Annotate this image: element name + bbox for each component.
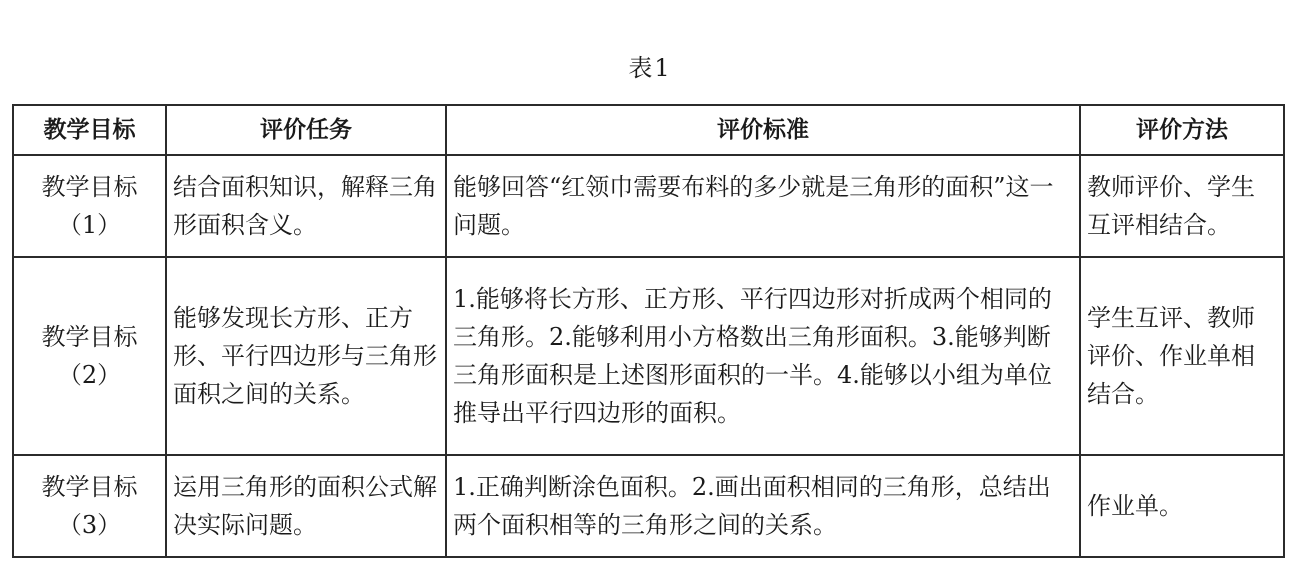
evaluation-table <box>12 104 1285 558</box>
header-evaluation-task: 评价任务 <box>166 105 446 155</box>
table-caption: 表1 <box>628 54 672 82</box>
table-header-row <box>13 105 1284 155</box>
standard-cell: 能够回答“红领巾需要布料的多少就是三角形的面积”这一问题。 <box>446 155 1080 257</box>
standard-cell: 1.正确判断涂色面积。2.画出面积相同的三角形，总结出两个面积相等的三角形之间的关系。 <box>446 455 1080 557</box>
goal-number: （2） <box>57 361 122 389</box>
table-row <box>13 155 1284 257</box>
table-row <box>13 455 1284 557</box>
goal-number: （3） <box>57 511 122 539</box>
header-evaluation-method: 评价方法 <box>1080 105 1284 155</box>
goal-name: 教学目标 <box>41 323 138 351</box>
goal-number: （1） <box>57 211 122 239</box>
header-evaluation-standard: 评价标准 <box>446 105 1080 155</box>
standard-cell: 1.能够将长方形、正方形、平行四边形对折成两个相同的三角形。2.能够利用小方格数出三角形面积。3.能够判断三角形面积是上述图形面积的一半。4.能够以小组为单位推导出平行四边形的面积。 <box>446 257 1080 455</box>
goal-name: 教学目标 <box>41 173 138 201</box>
table-row <box>13 257 1284 455</box>
task-cell: 运用三角形的面积公式解决实际问题。 <box>166 455 446 557</box>
method-cell: 作业单。 <box>1080 455 1284 557</box>
goal-cell <box>13 455 166 557</box>
header-teaching-goal: 教学目标 <box>13 105 166 155</box>
task-cell: 结合面积知识，解释三角形面积含义。 <box>166 155 446 257</box>
goal-cell <box>13 155 166 257</box>
goal-name: 教学目标 <box>41 473 138 501</box>
task-cell: 能够发现长方形、正方形、平行四边形与三角形面积之间的关系。 <box>166 257 446 455</box>
goal-cell <box>13 257 166 455</box>
method-cell: 学生互评、教师评价、作业单相结合。 <box>1080 257 1284 455</box>
method-cell: 教师评价、学生互评相结合。 <box>1080 155 1284 257</box>
